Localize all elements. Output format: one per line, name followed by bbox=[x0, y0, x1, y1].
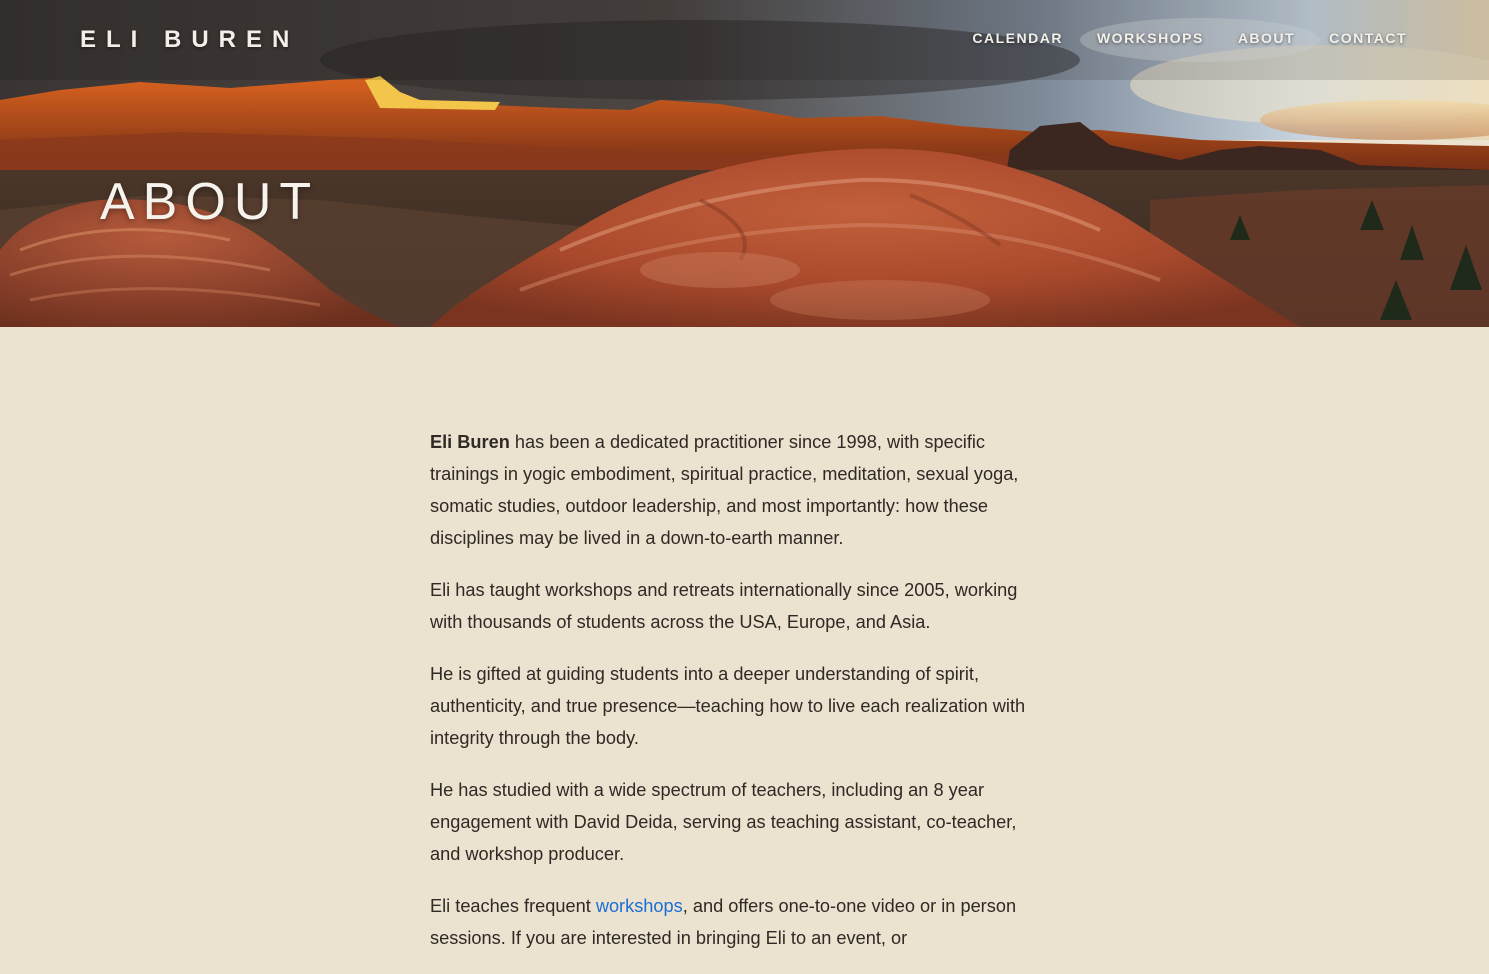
nav-about[interactable]: ABOUT bbox=[1237, 30, 1296, 46]
about-content bbox=[430, 426, 1050, 974]
nav-workshops[interactable]: WORKSHOPS bbox=[1096, 30, 1204, 46]
paragraph-intro bbox=[430, 426, 1050, 554]
paragraph-studies: He has studied with a wide spectrum of teachers, including an 8 year engagement with David Deida, serving as teaching assistant, co-teacher, and workshop producer. bbox=[430, 780, 1017, 864]
workshops-link[interactable]: workshops bbox=[595, 896, 683, 916]
intro-text: has been a dedicated practitioner since 1998, with specific trainings in yogic embodiment, spiritual practice, meditation, sexual yoga, somatic studies, outdoor leadership, and most importantly: how these disciplines may be lived in a down-to-earth manner. bbox=[430, 432, 1019, 548]
paragraph-offerings bbox=[430, 890, 1050, 954]
main-nav bbox=[972, 30, 1407, 46]
hero-banner bbox=[0, 0, 1489, 327]
nav-calendar[interactable]: CALENDAR bbox=[972, 30, 1063, 46]
offerings-text-end: , and offers one-to-one video or in person sessions. If you are interested in bringing Eli to an event, or bbox=[430, 896, 1017, 948]
site-logo[interactable]: ELI BUREN bbox=[80, 26, 300, 53]
offerings-text-start: Eli teaches frequent bbox=[430, 896, 596, 916]
nav-contact[interactable]: CONTACT bbox=[1329, 30, 1407, 46]
name-bold: Eli Buren bbox=[430, 432, 510, 452]
paragraph-teaching: Eli has taught workshops and retreats internationally since 2005, working with thousands of students across the USA, Europe, and Asia. bbox=[430, 580, 1018, 632]
paragraph-gift: He is gifted at guiding students into a deeper understanding of spirit, authenticity, and true presence—teaching how to live each realization with integrity through the body. bbox=[430, 664, 1026, 748]
page-title: ABOUT bbox=[100, 173, 320, 231]
